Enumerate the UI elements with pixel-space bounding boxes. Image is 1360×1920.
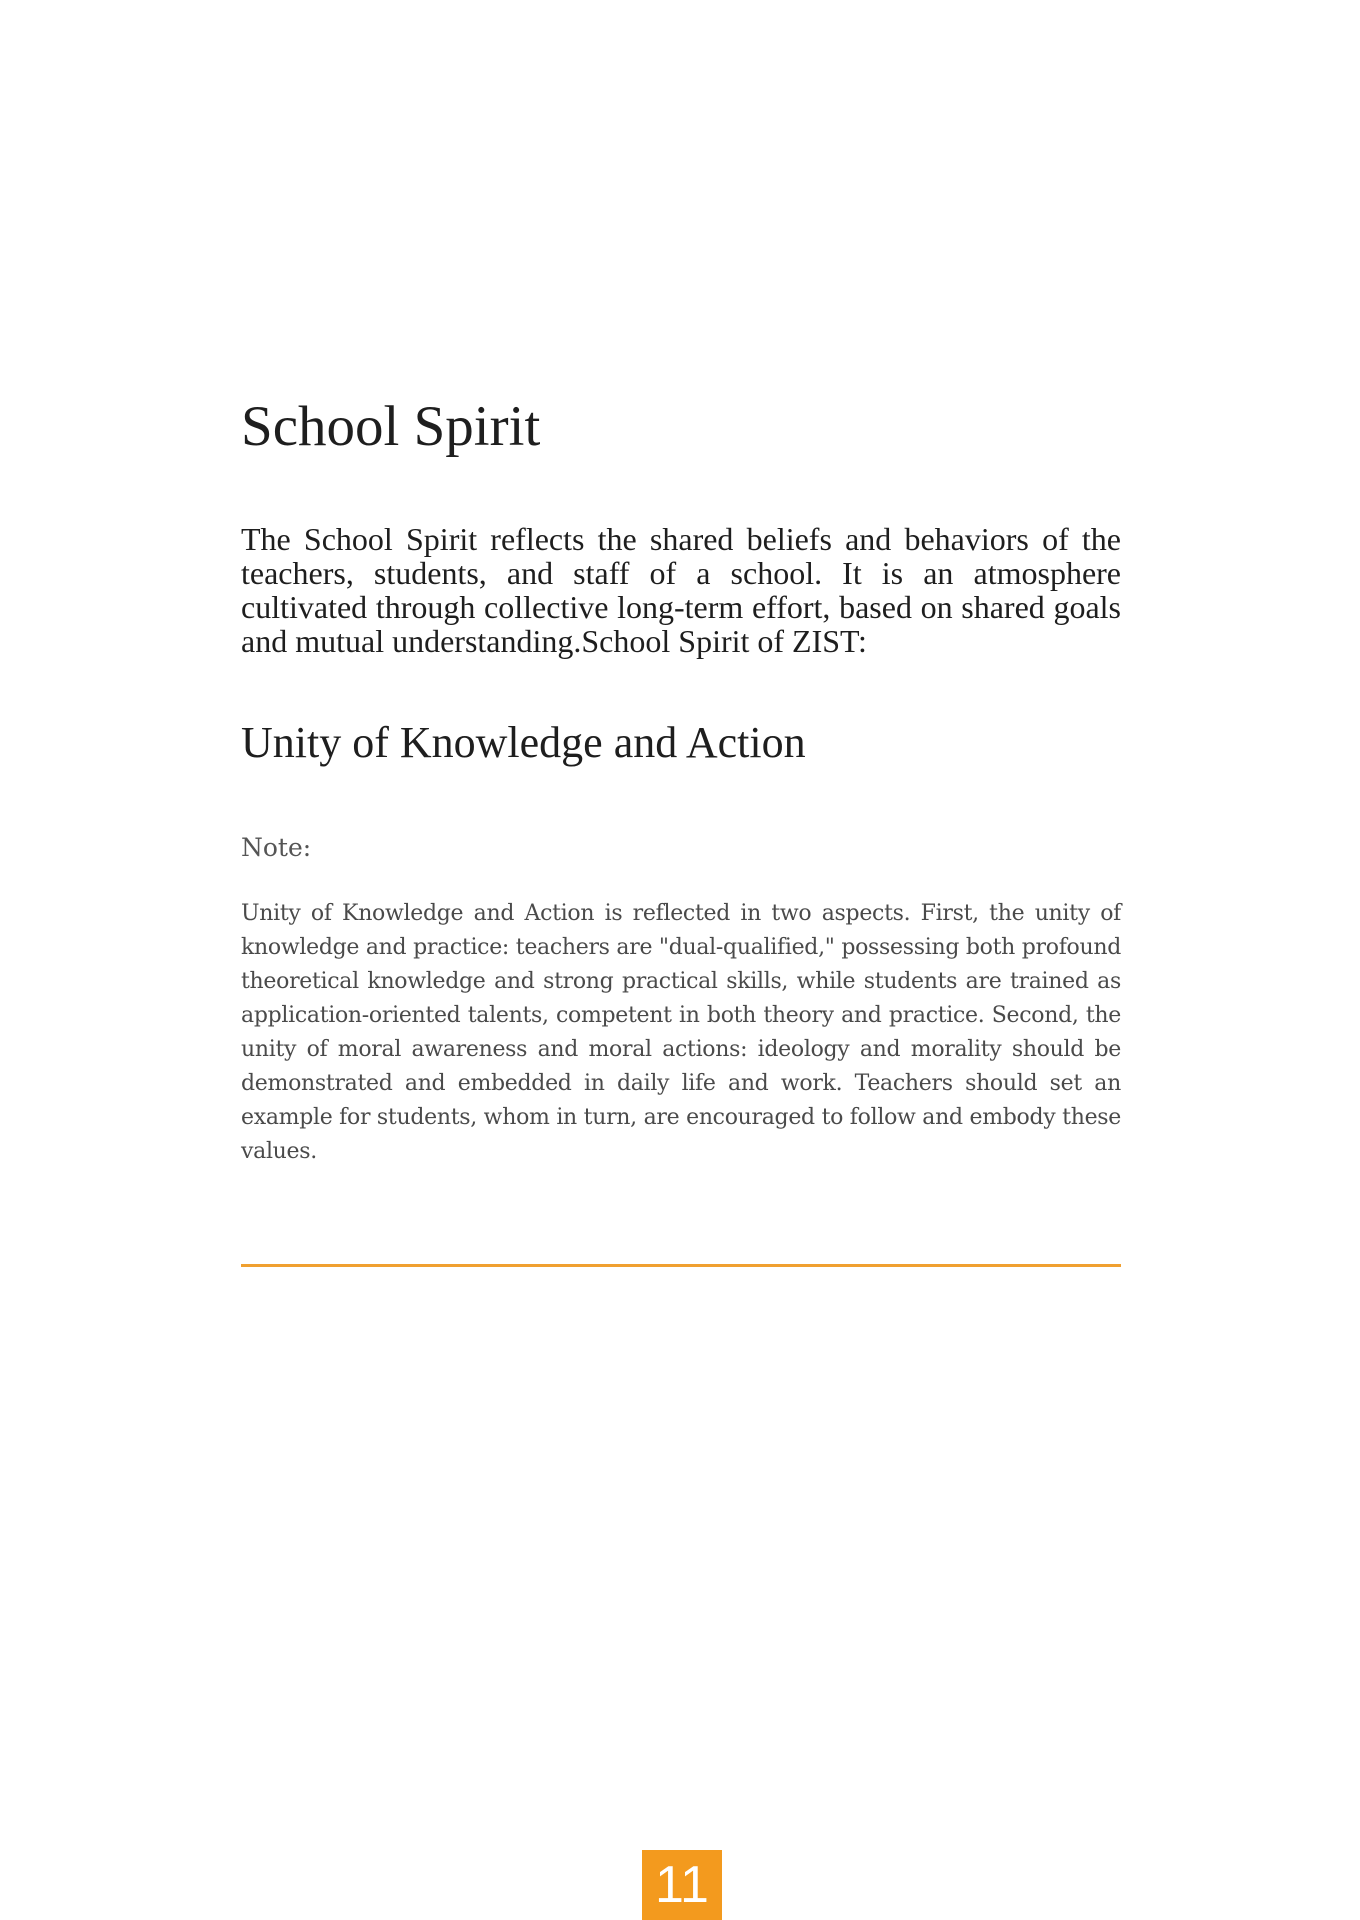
orange-divider	[241, 1264, 1121, 1267]
page-title: School Spirit	[241, 395, 541, 458]
section-subtitle: Unity of Knowledge and Action	[241, 718, 806, 767]
note-paragraph: Unity of Knowledge and Action is reflected in two aspects. First, the unity of knowledge and practice: teachers are "dual-qualified," possessing both profound theoretical knowledge and strong practical skills, while students are trained as application-oriented talents, competent in both theory and practice. Second, the unity of moral awareness and moral actions: ideology and morality should be demonstrated and embedded in daily life and work. Teachers should set an example for students, whom in turn, are encouraged to follow and embody these values.	[241, 901, 1121, 1164]
intro-paragraph: The School Spirit reflects the shared beliefs and behaviors of the teachers, students, and staff of a school. It is an atmosphere cultivated through collective long-term effort, based on shared goals and mutual understanding.School Spirit of ZIST:	[241, 521, 1121, 659]
page-number-badge: 11	[642, 1850, 722, 1920]
note-label: Note:	[241, 833, 312, 862]
